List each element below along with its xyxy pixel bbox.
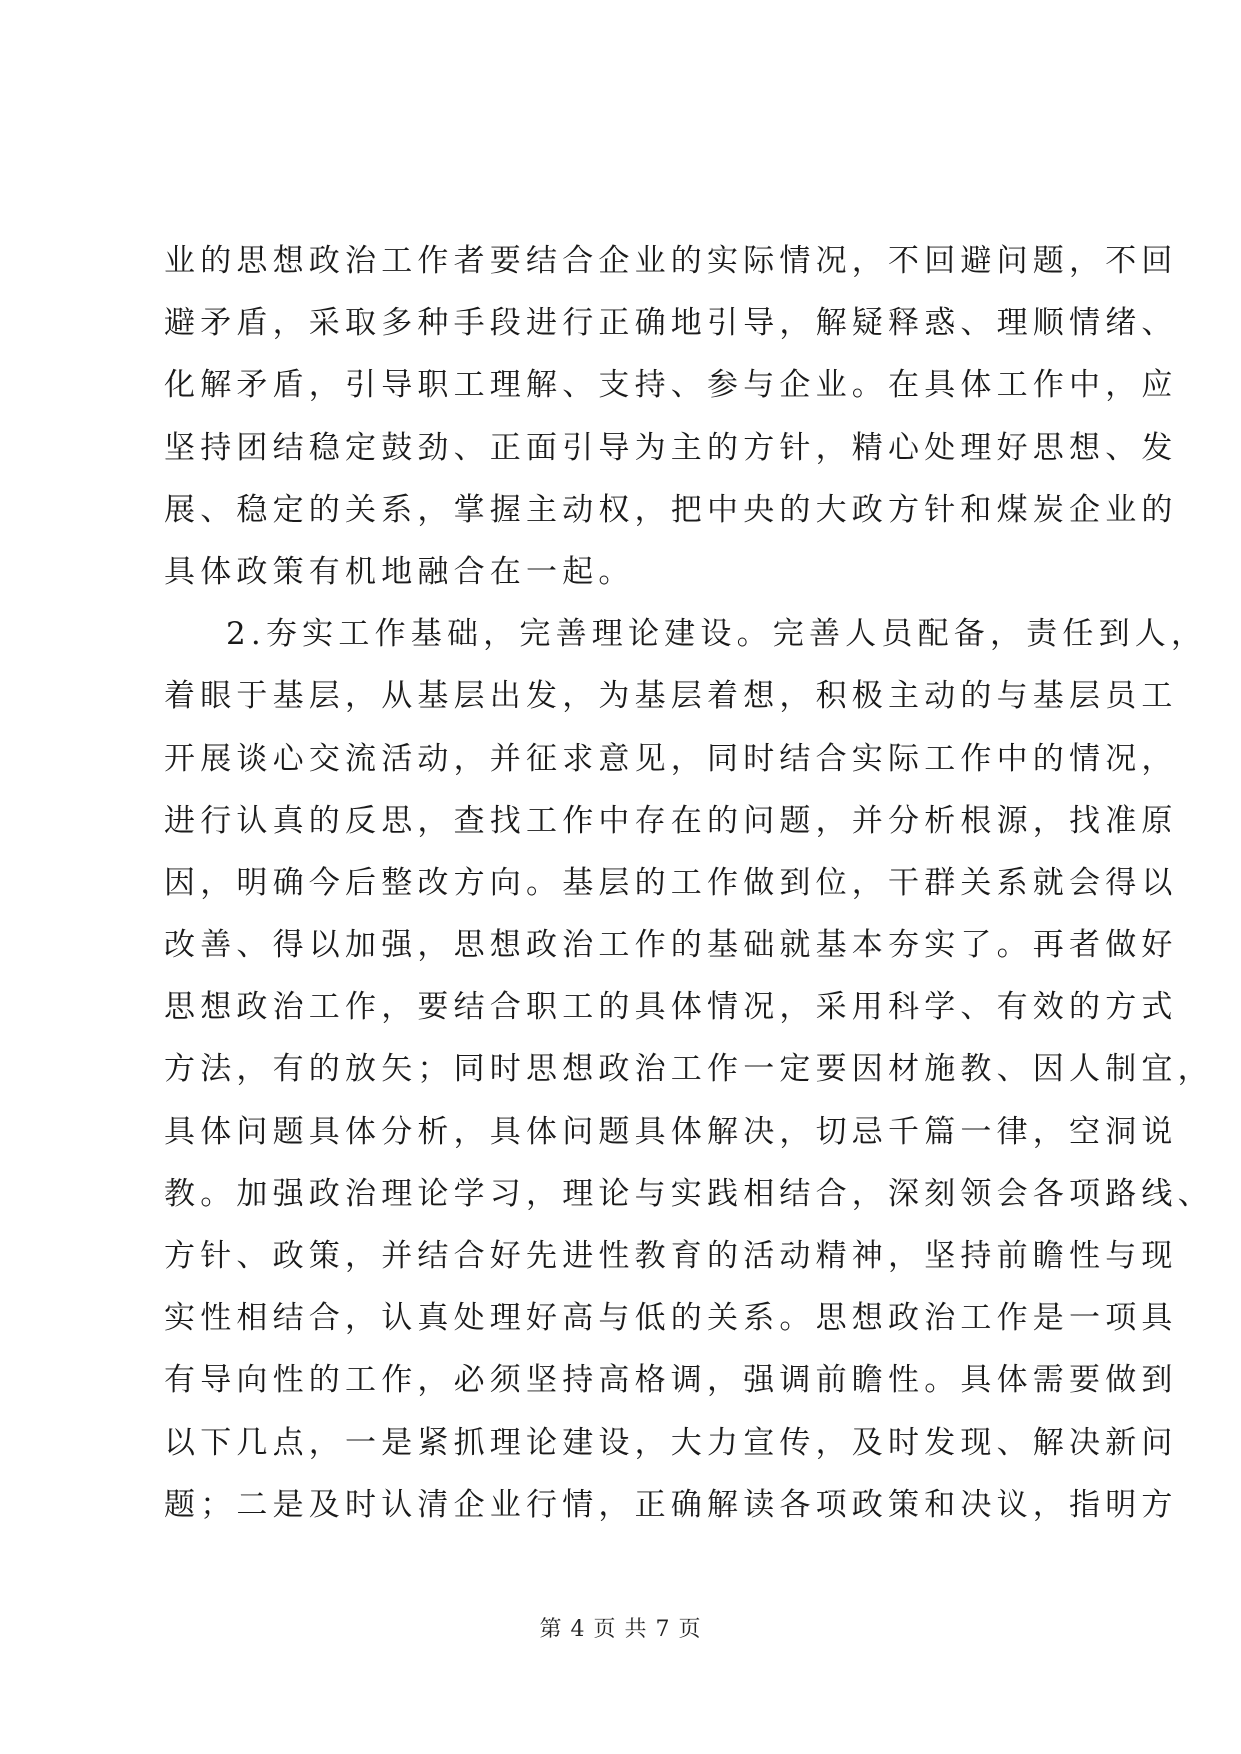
text-line: 以下几点，一是紧抓理论建设，大力宣传，及时发现、解决新问	[164, 1424, 1178, 1461]
text-line: 方针、政策，并结合好先进性教育的活动精神，坚持前瞻性与现	[164, 1238, 1178, 1274]
text-line: 有导向性的工作，必须坚持高格调，强调前瞻性。具体需要做到	[164, 1362, 1178, 1399]
text-line: 坚持团结稳定鼓劲、正面引导为主的方针，精心处理好思想、发	[164, 429, 1178, 466]
text-line: 因，明确今后整改方向。基层的工作做到位，干群关系就会得以	[164, 864, 1178, 901]
text-line: 具体问题具体分析，具体问题具体解决，切忌千篇一律，空洞说	[164, 1113, 1178, 1150]
text-line: 改善、得以加强，思想政治工作的基础就基本夯实了。再者做好	[164, 927, 1178, 964]
text-line: 展、稳定的关系，掌握主动权，把中央的大政方针和煤炭企业的	[164, 491, 1178, 528]
text-line: 进行认真的反思，查找工作中存在的问题，并分析根源，找准原	[164, 802, 1178, 839]
paragraph-start-line: 2.夯实工作基础，完善理论建设。完善人员配备，责任到人，	[226, 616, 1208, 653]
text-line: 业的思想政治工作者要结合企业的实际情况，不回避问题，不回	[164, 243, 1178, 279]
text-line: 着眼于基层，从基层出发，为基层着想，积极主动的与基层员工	[164, 678, 1178, 715]
text-line: 题；二是及时认清企业行情，正确解读各项政策和决议，指明方	[164, 1486, 1178, 1523]
text-line: 具体政策有机地融合在一起。	[164, 553, 635, 590]
text-line: 方法，有的放矢；同时思想政治工作一定要因材施教、因人制宜，	[164, 1051, 1214, 1088]
text-line: 教。加强政治理论学习，理论与实践相结合，深刻领会各项路线、	[164, 1175, 1214, 1212]
text-line: 实性相结合，认真处理好高与低的关系。思想政治工作是一项具	[164, 1300, 1178, 1337]
text-line: 思想政治工作，要结合职工的具体情况，采用科学、有效的方式	[164, 989, 1178, 1026]
body-text	[164, 230, 1214, 1536]
text-line: 化解矛盾，引导职工理解、支持、参与企业。在具体工作中，应	[164, 367, 1178, 404]
text-line: 避矛盾，采取多种手段进行正确地引导，解疑释惑、理顺情绪、	[164, 305, 1178, 342]
text-line: 开展谈心交流活动，并征求意见，同时结合实际工作中的情况，	[164, 740, 1178, 777]
page-number-footer: 第 4 页 共 7 页	[539, 1617, 702, 1642]
